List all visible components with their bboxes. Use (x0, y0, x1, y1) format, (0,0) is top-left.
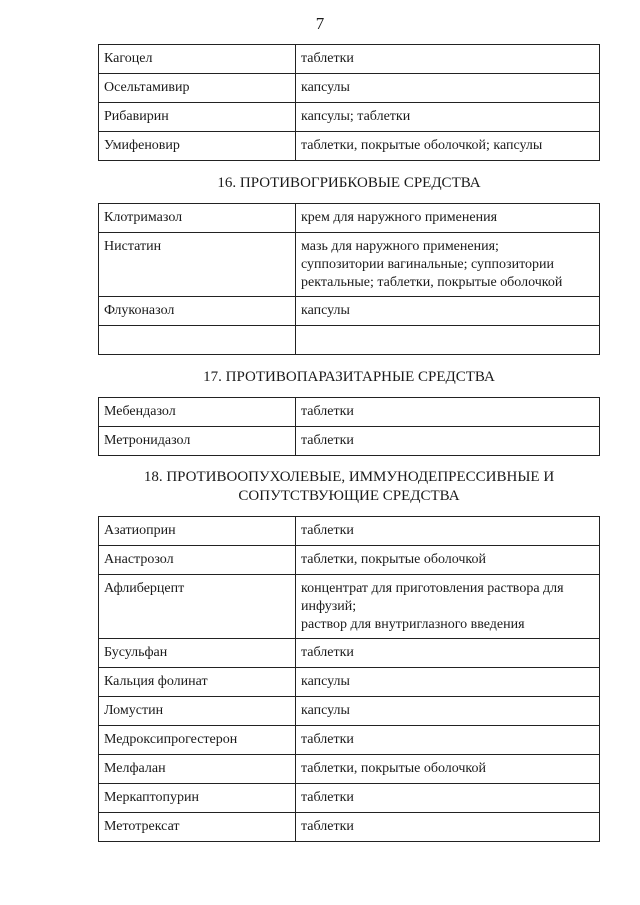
dosage-form-cell: таблетки (296, 45, 600, 74)
table-row (99, 132, 600, 161)
dosage-form-cell: капсулы (296, 74, 600, 103)
dosage-form-cell (296, 326, 600, 355)
drug-table-antifungal (98, 203, 600, 355)
page-number: 7 (315, 14, 325, 33)
drug-name-cell: Медроксипрогестерон (99, 726, 296, 755)
drug-name-cell: Меркаптопурин (99, 784, 296, 813)
table-row (99, 517, 600, 546)
drug-name-cell: Метотрексат (99, 813, 296, 842)
drug-name-cell: Осельтамивир (99, 74, 296, 103)
table-row (99, 326, 600, 355)
dosage-form-cell: капсулы (296, 668, 600, 697)
drug-table-antiviral (98, 44, 600, 161)
section-heading: 16. ПРОТИВОГРИБКОВЫЕ СРЕДСТВА (217, 175, 481, 191)
section-heading-line: СОПУТСТВУЮЩИЕ СРЕДСТВА (238, 488, 460, 504)
table-row (99, 639, 600, 668)
dosage-form-cell: таблетки (296, 784, 600, 813)
table-row (99, 726, 600, 755)
table-row (99, 427, 600, 456)
drug-table-antitumor (98, 516, 600, 842)
drug-name-cell: Кальция фолинат (99, 668, 296, 697)
table-row (99, 204, 600, 233)
dosage-form-cell: таблетки, покрытые оболочкой (296, 546, 600, 575)
drug-name-cell: Рибавирин (99, 103, 296, 132)
dosage-form-cell: таблетки (296, 517, 600, 546)
drug-name-cell: Мелфалан (99, 755, 296, 784)
table-row (99, 74, 600, 103)
table-row (99, 575, 600, 639)
dosage-form-cell: капсулы (296, 697, 600, 726)
section-heading-line: 18. ПРОТИВООПУХОЛЕВЫЕ, ИММУНОДЕПРЕССИВНЫЕ И (143, 469, 555, 485)
drug-name-cell: Бусульфан (99, 639, 296, 668)
section-heading: 17. ПРОТИВОПАРАЗИТАРНЫЕ СРЕДСТВА (203, 369, 495, 385)
dosage-form-cell: таблетки (296, 639, 600, 668)
drug-name-cell: Анастрозол (99, 546, 296, 575)
table-row (99, 546, 600, 575)
drug-name-cell: Ломустин (99, 697, 296, 726)
drug-name-cell: Нистатин (99, 233, 296, 297)
table-row (99, 784, 600, 813)
drug-name-cell: Кагоцел (99, 45, 296, 74)
dosage-form-cell: таблетки (296, 813, 600, 842)
table-row (99, 297, 600, 326)
drug-name-cell: Метронидазол (99, 427, 296, 456)
drug-name-cell: Умифеновир (99, 132, 296, 161)
drug-name-cell (99, 326, 296, 355)
drug-table-antiparasitic (98, 397, 600, 456)
dosage-form-cell: таблетки (296, 726, 600, 755)
drug-name-cell: Клотримазол (99, 204, 296, 233)
dosage-form-cell: капсулы (296, 297, 600, 326)
table-row (99, 45, 600, 74)
drug-name-cell: Мебендазол (99, 398, 296, 427)
dosage-form-cell: таблетки (296, 398, 600, 427)
table-row (99, 755, 600, 784)
dosage-form-cell: капсулы; таблетки (296, 103, 600, 132)
table-row (99, 668, 600, 697)
dosage-form-cell: концентрат для приготовления раствора для инфузий; раствор для внутриглазного введения (296, 575, 600, 639)
dosage-form-cell: таблетки (296, 427, 600, 456)
dosage-form-cell: таблетки, покрытые оболочкой (296, 755, 600, 784)
table-row (99, 103, 600, 132)
drug-name-cell: Азатиоприн (99, 517, 296, 546)
table-row (99, 813, 600, 842)
dosage-form-cell: крем для наружного применения (296, 204, 600, 233)
table-row (99, 233, 600, 297)
drug-name-cell: Афлиберцепт (99, 575, 296, 639)
table-row (99, 697, 600, 726)
dosage-form-cell: таблетки, покрытые оболочкой; капсулы (296, 132, 600, 161)
dosage-form-cell: мазь для наружного применения; суппозитории вагинальные; суппозитории ректальные; таблетки, покрытые оболочкой (296, 233, 600, 297)
drug-name-cell: Флуконазол (99, 297, 296, 326)
section-heading (98, 468, 600, 506)
table-row (99, 398, 600, 427)
